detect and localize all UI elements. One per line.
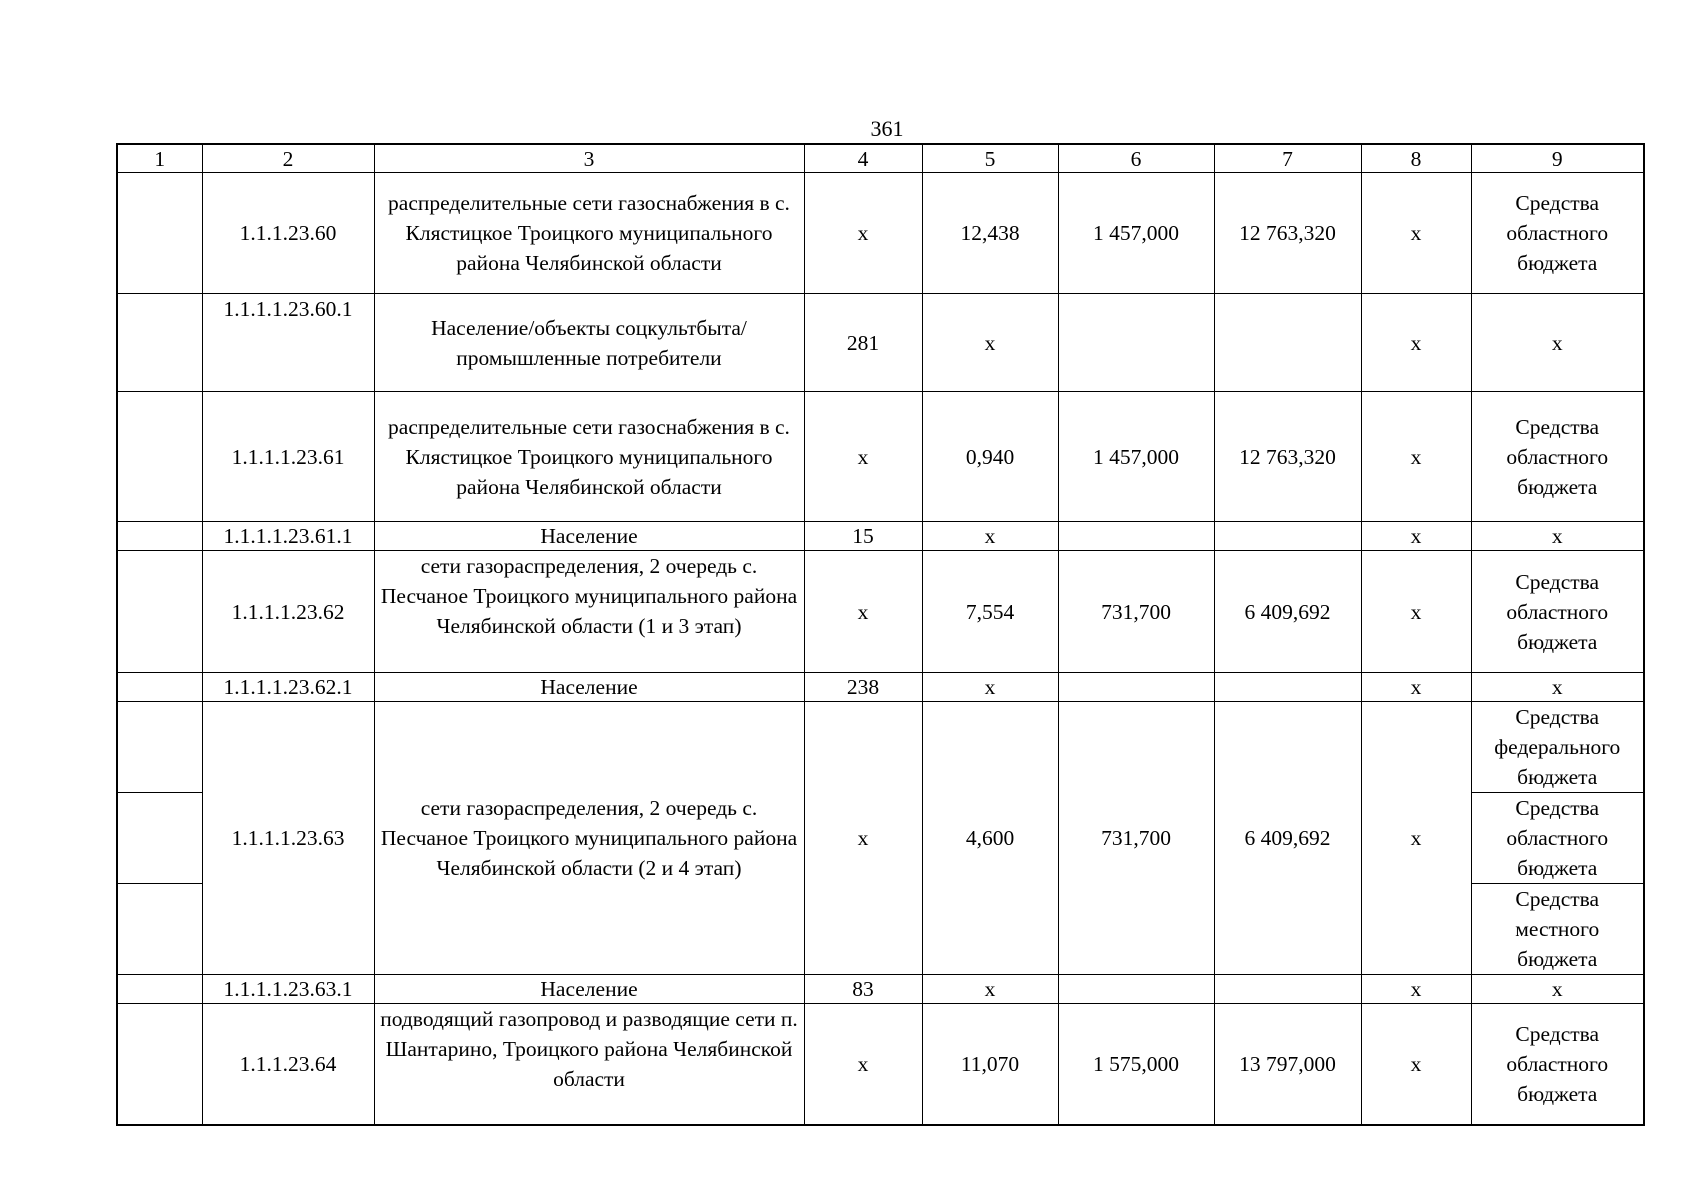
header-row bbox=[117, 144, 1644, 173]
index-cell bbox=[117, 884, 202, 975]
col7-cell bbox=[1214, 294, 1361, 392]
description-cell: Население bbox=[374, 975, 804, 1004]
header-cell: 9 bbox=[1471, 144, 1644, 173]
description-cell: сети газораспределения, 2 очередь с. Песчаное Троицкого муниципального района Челябинской области (1 и 3 этап) bbox=[374, 551, 804, 673]
table-row bbox=[117, 392, 1644, 522]
col6-cell: 1 457,000 bbox=[1058, 173, 1214, 294]
description-cell: сети газораспределения, 2 очередь с. Песчаное Троицкого муниципального района Челябинской области (2 и 4 этап) bbox=[374, 702, 804, 975]
col7-cell: 12 763,320 bbox=[1214, 392, 1361, 522]
header-cell: 7 bbox=[1214, 144, 1361, 173]
col7-cell bbox=[1214, 673, 1361, 702]
funding-source-cell: х bbox=[1471, 975, 1644, 1004]
funding-source-cell: Средства федерального бюджета bbox=[1471, 702, 1644, 793]
table-row bbox=[117, 702, 1644, 793]
col8-cell: х bbox=[1361, 551, 1471, 673]
col5-cell: х bbox=[922, 522, 1058, 551]
col6-cell bbox=[1058, 673, 1214, 702]
header-cell: 3 bbox=[374, 144, 804, 173]
code-cell: 1.1.1.1.23.60.1 bbox=[202, 294, 374, 392]
col8-cell: х bbox=[1361, 522, 1471, 551]
code-cell: 1.1.1.1.23.62 bbox=[202, 551, 374, 673]
col5-cell: х bbox=[922, 673, 1058, 702]
col4-cell: 15 bbox=[804, 522, 922, 551]
description-cell: распределительные сети газоснабжения в с. Клястицкое Троицкого муниципального района Челябинской области bbox=[374, 173, 804, 294]
code-cell: 1.1.1.23.64 bbox=[202, 1004, 374, 1125]
header-cell: 8 bbox=[1361, 144, 1471, 173]
index-cell bbox=[117, 702, 202, 793]
table-row bbox=[117, 173, 1644, 294]
table-row bbox=[117, 522, 1644, 551]
col6-cell: 731,700 bbox=[1058, 702, 1214, 975]
table-row bbox=[117, 551, 1644, 673]
col4-cell: х bbox=[804, 702, 922, 975]
col5-cell: 11,070 bbox=[922, 1004, 1058, 1125]
description-cell: Население/объекты соцкультбыта/промышленные потребители bbox=[374, 294, 804, 392]
col6-cell: 1 575,000 bbox=[1058, 1004, 1214, 1125]
col5-cell: 0,940 bbox=[922, 392, 1058, 522]
funding-source-cell: Средства областного бюджета bbox=[1471, 173, 1644, 294]
code-cell: 1.1.1.1.23.61 bbox=[202, 392, 374, 522]
index-cell bbox=[117, 392, 202, 522]
funding-source-cell: х bbox=[1471, 294, 1644, 392]
col7-cell: 12 763,320 bbox=[1214, 173, 1361, 294]
col8-cell: х bbox=[1361, 673, 1471, 702]
description-cell: распределительные сети газоснабжения в с. Клястицкое Троицкого муниципального района Челябинской области bbox=[374, 392, 804, 522]
col6-cell: 731,700 bbox=[1058, 551, 1214, 673]
col8-cell: х bbox=[1361, 1004, 1471, 1125]
col7-cell bbox=[1214, 522, 1361, 551]
code-cell: 1.1.1.1.23.63.1 bbox=[202, 975, 374, 1004]
code-cell: 1.1.1.1.23.61.1 bbox=[202, 522, 374, 551]
funding-source-cell: Средства областного бюджета bbox=[1471, 1004, 1644, 1125]
index-cell bbox=[117, 793, 202, 884]
index-cell bbox=[117, 551, 202, 673]
header-cell: 5 bbox=[922, 144, 1058, 173]
index-cell bbox=[117, 1004, 202, 1125]
col5-cell: 7,554 bbox=[922, 551, 1058, 673]
index-cell bbox=[117, 673, 202, 702]
description-cell: Население bbox=[374, 673, 804, 702]
col6-cell bbox=[1058, 522, 1214, 551]
col4-cell: 238 bbox=[804, 673, 922, 702]
col4-cell: 83 bbox=[804, 975, 922, 1004]
code-cell: 1.1.1.1.23.63 bbox=[202, 702, 374, 975]
header-cell: 2 bbox=[202, 144, 374, 173]
col6-cell: 1 457,000 bbox=[1058, 392, 1214, 522]
table-row bbox=[117, 975, 1644, 1004]
col7-cell: 13 797,000 bbox=[1214, 1004, 1361, 1125]
table-row bbox=[117, 294, 1644, 392]
col8-cell: х bbox=[1361, 173, 1471, 294]
index-cell bbox=[117, 522, 202, 551]
col4-cell: 281 bbox=[804, 294, 922, 392]
code-cell: 1.1.1.23.60 bbox=[202, 173, 374, 294]
index-cell bbox=[117, 975, 202, 1004]
col5-cell: х bbox=[922, 294, 1058, 392]
col5-cell: 12,438 bbox=[922, 173, 1058, 294]
funding-source-cell: Средства областного бюджета bbox=[1471, 392, 1644, 522]
header-cell: 1 bbox=[117, 144, 202, 173]
code-cell: 1.1.1.1.23.62.1 bbox=[202, 673, 374, 702]
funding-source-cell: Средства областного бюджета bbox=[1471, 793, 1644, 884]
col8-cell: х bbox=[1361, 975, 1471, 1004]
col7-cell: 6 409,692 bbox=[1214, 551, 1361, 673]
header-cell: 6 bbox=[1058, 144, 1214, 173]
col8-cell: х bbox=[1361, 294, 1471, 392]
col4-cell: х bbox=[804, 392, 922, 522]
description-cell: подводящий газопровод и разводящие сети п. Шантарино, Троицкого района Челябинской области bbox=[374, 1004, 804, 1125]
col8-cell: х bbox=[1361, 702, 1471, 975]
funding-source-cell: Средства местного бюджета bbox=[1471, 884, 1644, 975]
col5-cell: х bbox=[922, 975, 1058, 1004]
col4-cell: х bbox=[804, 173, 922, 294]
col6-cell bbox=[1058, 975, 1214, 1004]
funding-source-cell: х bbox=[1471, 673, 1644, 702]
col4-cell: х bbox=[804, 551, 922, 673]
data-table bbox=[116, 143, 1645, 1126]
description-cell: Население bbox=[374, 522, 804, 551]
index-cell bbox=[117, 173, 202, 294]
funding-source-cell: Средства областного бюджета bbox=[1471, 551, 1644, 673]
col4-cell: х bbox=[804, 1004, 922, 1125]
col6-cell bbox=[1058, 294, 1214, 392]
col8-cell: х bbox=[1361, 392, 1471, 522]
col7-cell: 6 409,692 bbox=[1214, 702, 1361, 975]
col5-cell: 4,600 bbox=[922, 702, 1058, 975]
header-cell: 4 bbox=[804, 144, 922, 173]
funding-source-cell: х bbox=[1471, 522, 1644, 551]
table-row bbox=[117, 1004, 1644, 1125]
index-cell bbox=[117, 294, 202, 392]
table-row bbox=[117, 673, 1644, 702]
page-number: 361 bbox=[870, 116, 904, 141]
col7-cell bbox=[1214, 975, 1361, 1004]
